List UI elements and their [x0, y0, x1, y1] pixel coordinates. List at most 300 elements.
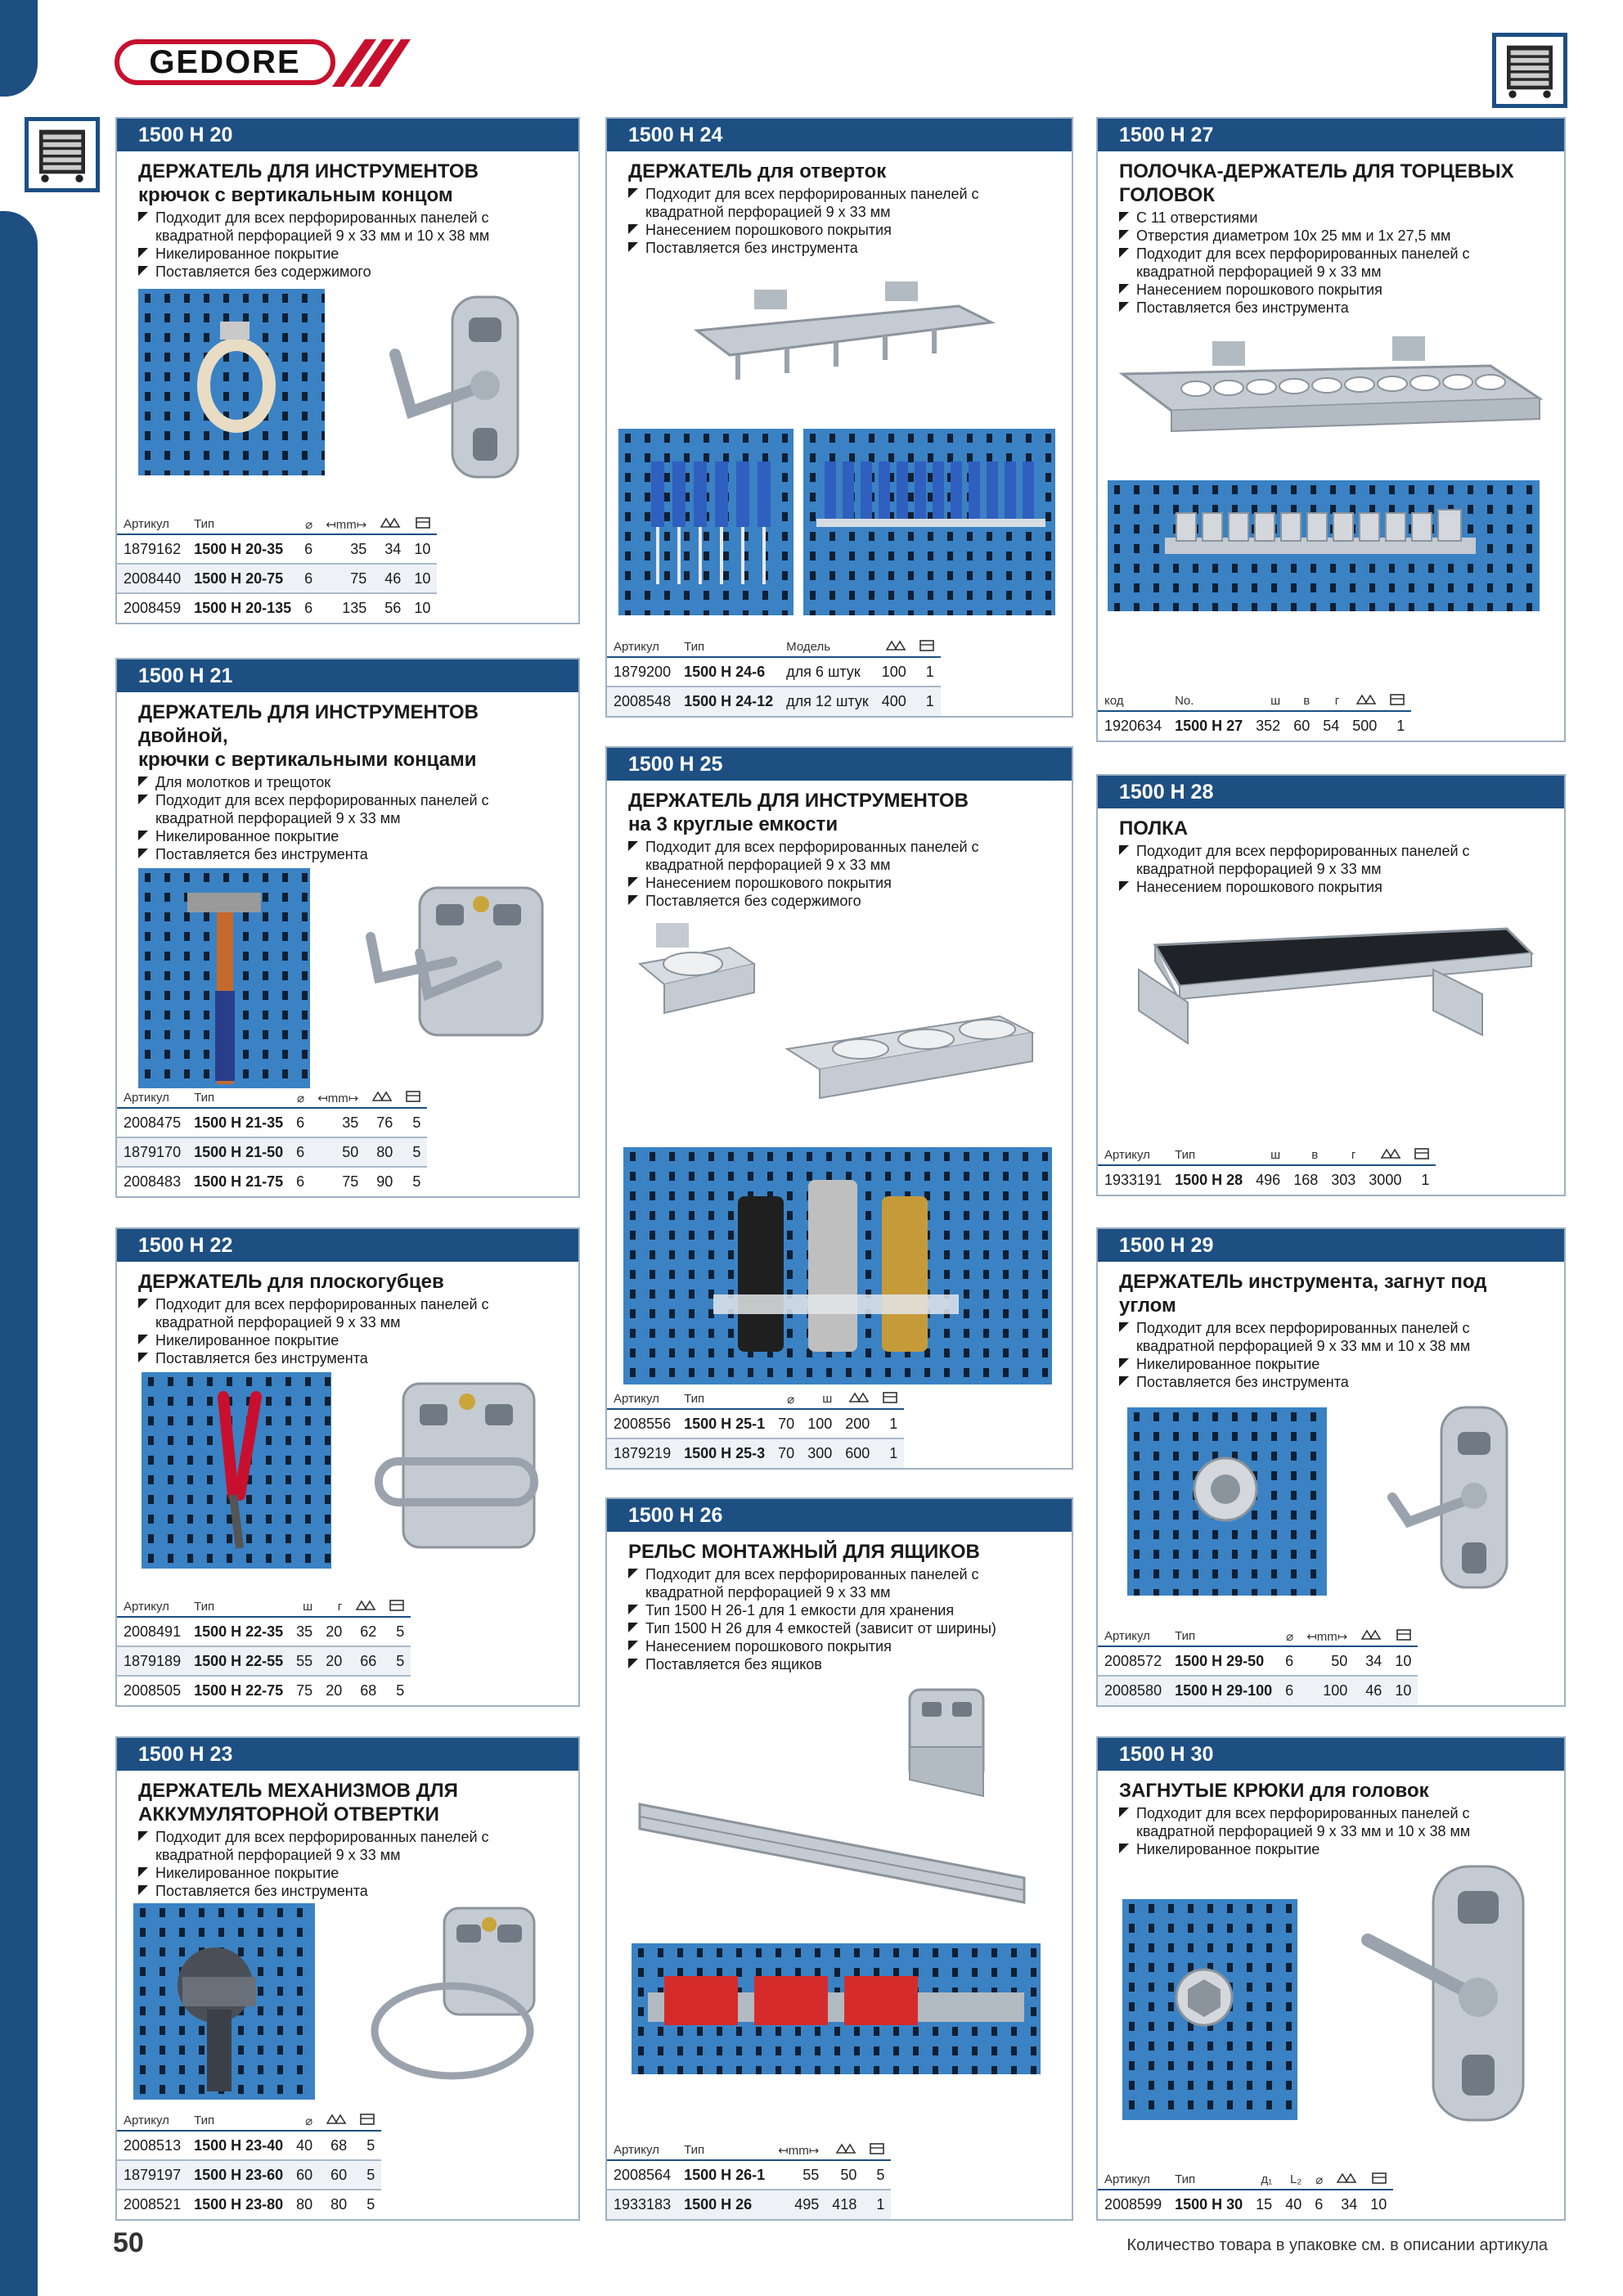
- article-cell: 2008580: [1098, 1676, 1168, 1705]
- angled-hook-on-panel-photo: [1127, 1407, 1327, 1596]
- product-table: [607, 637, 941, 716]
- value-cell: 50: [825, 2160, 863, 2190]
- column-header: Артикул: [607, 637, 677, 657]
- length-header: ↤mm↦: [1300, 1627, 1354, 1646]
- article-cell: 2008475: [117, 1108, 187, 1137]
- type-cell: 1500 H 25-3: [677, 1438, 771, 1468]
- tool-cabinet-icon: [25, 117, 100, 192]
- product-title: [117, 1771, 578, 1826]
- pack-icon: [1383, 691, 1411, 711]
- type-cell: 1500 H 23-80: [187, 2190, 290, 2219]
- value-cell: 6: [290, 1167, 311, 1196]
- column-header: Тип: [677, 1389, 771, 1409]
- value-cell: 6: [1279, 1646, 1300, 1676]
- title-line: ЗАГНУТЫЕ КРЮКИ для головок: [1119, 1780, 1429, 1802]
- table-row: [117, 564, 437, 593]
- feature-item: Никелированное покрытие: [138, 827, 562, 845]
- article-cell: 2008521: [117, 2190, 187, 2219]
- product-images: [607, 910, 1072, 1384]
- can-holder-triple-product-photo: [771, 984, 1049, 1114]
- product-code: 1500 H 30: [1098, 1738, 1564, 1771]
- column-header: ш: [290, 1597, 319, 1617]
- type-cell: 1500 H 23-60: [187, 2160, 290, 2190]
- table-row: [117, 1676, 411, 1705]
- column-header: ш: [1249, 1146, 1287, 1165]
- type-cell: 1500 H 24-12: [677, 687, 780, 716]
- value-cell: 1: [876, 1438, 904, 1468]
- title-line: ДЕРЖАТЕЛЬ инструмента, загнут под углом: [1119, 1271, 1487, 1317]
- feature-item: Никелированное покрытие: [138, 1864, 562, 1882]
- type-cell: 1500 H 30: [1168, 2190, 1249, 2219]
- spray-cans-on-panel-photo: [623, 1147, 1052, 1384]
- load-icon: [365, 1088, 399, 1108]
- double-hook-product-photo: [354, 871, 559, 1060]
- table-row: [117, 2160, 381, 2190]
- value-cell: 50: [311, 1137, 365, 1167]
- product-title: [1098, 1771, 1564, 1803]
- value-cell: 6: [1308, 2190, 1329, 2219]
- value-cell: 76: [365, 1108, 399, 1137]
- column-header: г: [1324, 1146, 1362, 1165]
- value-cell: 5: [353, 2160, 381, 2190]
- value-cell: 6: [290, 1108, 311, 1137]
- feature-item: Подходит для всех перфорированных панелей с квадратной перфорацией 9 х 33 мм: [138, 791, 562, 827]
- value-cell: 200: [838, 1409, 876, 1438]
- load-icon: [875, 637, 913, 657]
- value-cell: 35: [311, 1108, 365, 1137]
- feature-item: Подходит для всех перфорированных панелей с квадратной перфорацией 9 х 33 мм и 10 х 38 мм: [138, 209, 562, 245]
- value-cell: 34: [1354, 1646, 1388, 1676]
- article-cell: 2008572: [1098, 1646, 1168, 1676]
- product-title: [1098, 151, 1564, 207]
- column-header: Тип: [1168, 1627, 1279, 1646]
- column-header: ш: [1249, 691, 1287, 711]
- product-images: [117, 1900, 578, 2121]
- product-title: [117, 692, 578, 772]
- column-header: Тип: [187, 2111, 290, 2131]
- feature-list: [1098, 1803, 1564, 1858]
- value-cell: 54: [1316, 711, 1346, 741]
- value-cell: 60: [290, 2160, 319, 2190]
- value-cell: 68: [348, 1676, 383, 1705]
- product-title: [607, 1532, 1072, 1564]
- title-line: крючки с вертикальными концами: [138, 749, 477, 771]
- value-cell: 3000: [1362, 1165, 1408, 1195]
- value-cell: 168: [1287, 1165, 1324, 1195]
- value-cell: 56: [373, 593, 407, 623]
- value-cell: 6: [298, 534, 319, 564]
- product-table: [607, 2141, 891, 2219]
- feature-item: Тип 1500 H 26-1 для 1 емкости для хранения: [628, 1601, 1055, 1619]
- product-table: [117, 2111, 381, 2219]
- article-cell: 2008513: [117, 2131, 187, 2160]
- value-cell: 1: [876, 1409, 904, 1438]
- value-cell: 55: [290, 1646, 319, 1676]
- length-header: ↤mm↦: [771, 2141, 825, 2160]
- column-header: Артикул: [117, 1597, 187, 1617]
- product-images: [117, 863, 578, 1101]
- feature-item: Нанесением порошкового покрытия: [1119, 878, 1548, 896]
- title-line: ГОЛОВОК: [1119, 184, 1215, 206]
- value-cell: 35: [319, 534, 373, 564]
- value-cell: 55: [771, 2160, 825, 2190]
- value-cell: 5: [353, 2131, 381, 2160]
- value-cell: 5: [383, 1676, 411, 1705]
- value-cell: 80: [365, 1137, 399, 1167]
- value-cell: 50: [1300, 1646, 1354, 1676]
- product-code: 1500 H 21: [117, 660, 578, 692]
- feature-item: Нанесением порошкового покрытия: [628, 221, 1055, 239]
- product-table: [1098, 1146, 1436, 1195]
- value-cell: 10: [1388, 1676, 1418, 1705]
- product-table: [117, 515, 437, 623]
- value-cell: 303: [1324, 1165, 1362, 1195]
- value-cell: 75: [311, 1167, 365, 1196]
- article-cell: 2008564: [607, 2160, 677, 2190]
- title-line: ДЕРЖАТЕЛЬ МЕХАНИЗМОВ ДЛЯ: [138, 1780, 458, 1802]
- tool-cabinet-icon: [1492, 33, 1567, 108]
- product-table: [607, 1389, 904, 1468]
- feature-item: Тип 1500 H 26 для 4 емкостей (зависит от ширины): [628, 1619, 1055, 1637]
- product-card-1500-h26: [605, 1497, 1073, 2221]
- product-images: [117, 1367, 578, 1580]
- load-icon: [1362, 1146, 1408, 1165]
- column-header: Тип: [1168, 2170, 1249, 2190]
- product-table: [1098, 691, 1411, 741]
- feature-list: [1098, 840, 1564, 896]
- product-card-1500-h28: [1096, 774, 1566, 1196]
- feature-item: Подходит для всех перфорированных панелей с квадратной перфорацией 9 х 33 мм: [1119, 245, 1548, 281]
- sockets-on-panel-photo: [1108, 480, 1540, 611]
- value-cell: для 6 штук: [780, 657, 875, 687]
- value-cell: 5: [863, 2160, 891, 2190]
- value-cell: 5: [399, 1167, 427, 1196]
- value-cell: 20: [319, 1646, 348, 1676]
- screwdrivers-6-on-panel-photo: [618, 429, 794, 615]
- product-code: 1500 H 25: [607, 748, 1072, 781]
- value-cell: 100: [875, 657, 913, 687]
- table-row: [1098, 1646, 1418, 1676]
- pack-icon: [353, 2111, 381, 2131]
- value-cell: 20: [319, 1676, 348, 1705]
- feature-item: Поставляется без инструмента: [628, 239, 1055, 257]
- feature-list: [117, 1826, 578, 1900]
- article-cell: 1879162: [117, 534, 187, 564]
- value-cell: 5: [383, 1617, 411, 1646]
- product-card-1500-h21: [115, 658, 580, 1198]
- value-cell: 5: [399, 1108, 427, 1137]
- column-header: Артикул: [117, 1088, 187, 1108]
- value-cell: 10: [1388, 1646, 1418, 1676]
- column-header: Артикул: [117, 515, 187, 534]
- feature-list: [607, 183, 1072, 257]
- feature-item: Поставляется без инструмента: [138, 1349, 562, 1367]
- feature-list: [607, 836, 1072, 910]
- value-cell: 34: [373, 534, 407, 564]
- value-cell: для 12 штук: [780, 687, 875, 716]
- value-cell: 100: [1300, 1676, 1354, 1705]
- value-cell: 90: [365, 1167, 399, 1196]
- column-header: Тип: [187, 1597, 290, 1617]
- table-row: [117, 1646, 411, 1676]
- feature-item: С 11 отверстиями: [1119, 209, 1548, 227]
- product-card-1500-h23: [115, 1736, 580, 2221]
- table-row: [1098, 711, 1411, 741]
- hook-product-photo: [362, 281, 551, 485]
- rail-bracket-product-photo: [893, 1681, 1000, 1804]
- diameter-header: ⌀: [290, 2111, 319, 2131]
- feature-item: Поставляется без содержимого: [138, 263, 562, 281]
- load-icon: [1354, 1627, 1388, 1646]
- article-cell: 1879197: [117, 2160, 187, 2190]
- product-code: 1500 H 22: [117, 1229, 578, 1262]
- value-cell: 60: [319, 2160, 353, 2190]
- type-cell: 1500 H 20-35: [187, 534, 298, 564]
- footer-note: Количество товара в упаковке см. в описании артикула: [1126, 2236, 1548, 2254]
- value-cell: 1: [1383, 711, 1411, 741]
- value-cell: 6: [290, 1137, 311, 1167]
- column-header: г: [1316, 691, 1346, 711]
- length-header: ↤mm↦: [311, 1088, 365, 1108]
- feature-item: Поставляется без инструмента: [1119, 1373, 1548, 1391]
- feature-item: Для молотков и трещоток: [138, 773, 562, 791]
- value-cell: 80: [319, 2190, 353, 2219]
- title-line: ДЕРЖАТЕЛЬ для отверток: [628, 160, 887, 182]
- value-cell: 500: [1346, 711, 1383, 741]
- feature-list: [117, 772, 578, 863]
- hammer-on-panel-photo: [138, 868, 310, 1089]
- type-cell: 1500 H 27: [1168, 711, 1249, 741]
- pack-icon: [1364, 2170, 1393, 2190]
- title-line: ДЕРЖАТЕЛЬ ДЛЯ ИНСТРУМЕНТОВ: [628, 790, 969, 812]
- drill-holder-product-photo: [362, 1900, 559, 2105]
- load-icon: [319, 2111, 353, 2131]
- column-header: Тип: [677, 2141, 771, 2160]
- perforated-panel-photo: [138, 289, 325, 475]
- value-cell: 496: [1249, 1165, 1287, 1195]
- diameter-header: ⌀: [290, 1088, 311, 1108]
- column-header: г: [319, 1597, 348, 1617]
- column-header: Артикул: [1098, 1627, 1168, 1646]
- page-number: 50: [113, 2227, 144, 2258]
- value-cell: 62: [348, 1617, 383, 1646]
- diameter-header: ⌀: [1279, 1627, 1300, 1646]
- product-card-1500-h24: [605, 117, 1073, 718]
- value-cell: 15: [1249, 2190, 1279, 2219]
- type-cell: 1500 H 28: [1168, 1165, 1249, 1195]
- gedore-logo: [115, 39, 335, 85]
- type-cell: 1500 H 29-100: [1168, 1676, 1279, 1705]
- diameter-header: ⌀: [771, 1389, 801, 1409]
- feature-item: Поставляется без инструмента: [138, 1882, 562, 1900]
- bins-on-panel-photo: [632, 1943, 1041, 2074]
- product-code: 1500 H 26: [607, 1499, 1072, 1532]
- value-cell: 1: [863, 2190, 891, 2219]
- title-line: АККУМУЛЯТОРНОЙ ОТВЕРТКИ: [138, 1803, 439, 1826]
- feature-item: Поставляется без ящиков: [628, 1655, 1055, 1673]
- load-icon: [373, 515, 407, 534]
- column-header: д₁: [1249, 2170, 1279, 2190]
- feature-list: [1098, 1317, 1564, 1391]
- value-cell: 600: [838, 1438, 876, 1468]
- value-cell: 400: [875, 687, 913, 716]
- title-line: ПОЛОЧКА-ДЕРЖАТЕЛЬ ДЛЯ ТОРЦЕВЫХ: [1119, 160, 1514, 182]
- feature-item: Никелированное покрытие: [138, 245, 562, 263]
- pack-icon: [407, 515, 437, 534]
- value-cell: 35: [290, 1617, 319, 1646]
- article-cell: 1879200: [607, 657, 677, 687]
- feature-item: Подходит для всех перфорированных панелей с квадратной перфорацией 9 х 33 мм: [138, 1828, 562, 1864]
- value-cell: 6: [1279, 1676, 1300, 1705]
- product-title: [607, 151, 1072, 183]
- load-icon: [348, 1597, 383, 1617]
- value-cell: 60: [1287, 711, 1316, 741]
- product-code: 1500 H 23: [117, 1738, 578, 1771]
- table-row: [117, 1137, 427, 1167]
- article-cell: 2008556: [607, 1409, 677, 1438]
- product-images: [607, 1673, 1072, 2132]
- load-icon: [825, 2141, 863, 2160]
- product-images: [117, 281, 578, 493]
- product-code: 1500 H 28: [1098, 776, 1564, 808]
- pack-icon: [863, 2141, 891, 2160]
- feature-item: Никелированное покрытие: [1119, 1355, 1548, 1373]
- value-cell: 100: [801, 1409, 838, 1438]
- product-card-1500-h29: [1096, 1227, 1566, 1707]
- column-header: Артикул: [1098, 1146, 1168, 1165]
- column-header: код: [1098, 691, 1168, 711]
- diameter-header: ⌀: [298, 515, 319, 534]
- pack-icon: [399, 1088, 427, 1108]
- type-cell: 1500 H 21-75: [187, 1167, 290, 1196]
- article-cell: 1933183: [607, 2190, 677, 2219]
- value-cell: 6: [298, 564, 319, 593]
- feature-list: [117, 1294, 578, 1367]
- value-cell: 75: [319, 564, 373, 593]
- value-cell: 6: [298, 593, 319, 623]
- value-cell: 352: [1249, 711, 1287, 741]
- article-cell: 2008440: [117, 564, 187, 593]
- product-images: [607, 257, 1072, 617]
- article-cell: 1879189: [117, 1646, 187, 1676]
- value-cell: 80: [290, 2190, 319, 2219]
- drill-on-panel-photo: [133, 1903, 315, 2100]
- angled-hook-product-photo: [1360, 1399, 1540, 1604]
- product-table: [1098, 1627, 1418, 1705]
- title-line: ДЕРЖАТЕЛЬ ДЛЯ ИНСТРУМЕНТОВ: [138, 160, 479, 182]
- table-row: [1098, 2190, 1393, 2219]
- table-row: [117, 593, 437, 623]
- feature-item: Поставляется без содержимого: [628, 892, 1055, 910]
- title-line: РЕЛЬС МОНТАЖНЫЙ ДЛЯ ЯЩИКОВ: [628, 1541, 980, 1563]
- feature-item: Подходит для всех перфорированных панелей с квадратной перфорацией 9 х 33 мм: [628, 185, 1055, 221]
- value-cell: 135: [319, 593, 373, 623]
- product-card-1500-h25: [605, 746, 1073, 1470]
- column-header: Модель: [780, 637, 875, 657]
- value-cell: 70: [771, 1409, 801, 1438]
- type-cell: 1500 H 20-75: [187, 564, 298, 593]
- type-cell: 1500 H 21-35: [187, 1108, 290, 1137]
- column-header: L₂: [1279, 2170, 1308, 2190]
- pack-icon: [383, 1597, 411, 1617]
- type-cell: 1500 H 23-40: [187, 2131, 290, 2160]
- column-header: в: [1287, 1146, 1324, 1165]
- product-table: [117, 1088, 427, 1196]
- value-cell: 418: [825, 2190, 863, 2219]
- feature-item: Никелированное покрытие: [138, 1331, 562, 1349]
- feature-item: Нанесением порошкового покрытия: [628, 1637, 1055, 1655]
- article-cell: 1920634: [1098, 711, 1168, 741]
- value-cell: 300: [801, 1438, 838, 1468]
- value-cell: 68: [319, 2131, 353, 2160]
- product-table: [117, 1597, 411, 1705]
- load-icon: [1329, 2170, 1364, 2190]
- article-cell: 1933191: [1098, 1165, 1168, 1195]
- column-header: Тип: [187, 515, 298, 534]
- feature-item: Поставляется без инструмента: [1119, 299, 1548, 317]
- table-row: [607, 657, 941, 687]
- type-cell: 1500 H 24-6: [677, 657, 780, 687]
- feature-item: Подходит для всех перфорированных панелей с квадратной перфорацией 9 х 33 мм и 10 х 38 мм: [1119, 1319, 1548, 1355]
- pliers-on-panel-photo: [142, 1372, 331, 1569]
- table-row: [607, 687, 941, 716]
- load-icon: [1346, 691, 1383, 711]
- side-tab-bottom: [0, 211, 38, 2296]
- pack-icon: [1408, 1146, 1436, 1165]
- product-code: 1500 H 27: [1098, 119, 1564, 151]
- type-cell: 1500 H 29-50: [1168, 1646, 1279, 1676]
- table-row: [117, 1617, 411, 1646]
- socket-hook-product-photo: [1319, 1858, 1548, 2128]
- product-code: 1500 H 24: [607, 119, 1072, 151]
- value-cell: 40: [1279, 2190, 1308, 2219]
- product-title: [607, 781, 1072, 836]
- feature-item: Никелированное покрытие: [1119, 1840, 1548, 1858]
- value-cell: 1: [913, 657, 941, 687]
- table-row: [607, 2190, 891, 2219]
- column-header: Тип: [187, 1088, 290, 1108]
- table-row: [117, 2190, 381, 2219]
- value-cell: 1: [1408, 1165, 1436, 1195]
- article-cell: 2008505: [117, 1676, 187, 1705]
- product-images: [1098, 317, 1564, 644]
- value-cell: 10: [407, 593, 437, 623]
- table-row: [1098, 1165, 1436, 1195]
- product-images: [1098, 896, 1564, 1092]
- type-cell: 1500 H 25-1: [677, 1409, 771, 1438]
- title-line: на 3 круглые емкости: [628, 813, 838, 835]
- column-header: No.: [1168, 691, 1249, 711]
- mounting-rail-product-photo: [632, 1796, 1041, 1911]
- product-title: [117, 151, 578, 207]
- feature-list: [117, 207, 578, 281]
- value-cell: 75: [290, 1676, 319, 1705]
- value-cell: 10: [407, 564, 437, 593]
- feature-item: Подходит для всех перфорированных панелей с квадратной перфорацией 9 х 33 мм: [628, 838, 1055, 874]
- feature-item: Подходит для всех перфорированных панелей с квадратной перфорацией 9 х 33 мм: [628, 1565, 1055, 1601]
- type-cell: 1500 H 21-50: [187, 1137, 290, 1167]
- value-cell: 5: [383, 1646, 411, 1676]
- type-cell: 1500 H 22-35: [187, 1617, 290, 1646]
- type-cell: 1500 H 22-75: [187, 1676, 290, 1705]
- column-header: Артикул: [117, 2111, 187, 2131]
- table-row: [607, 1438, 904, 1468]
- table-row: [607, 1409, 904, 1438]
- column-header: Тип: [677, 637, 780, 657]
- diameter-header: ⌀: [1308, 2170, 1329, 2190]
- product-images: [1098, 1858, 1564, 2136]
- value-cell: 5: [353, 2190, 381, 2219]
